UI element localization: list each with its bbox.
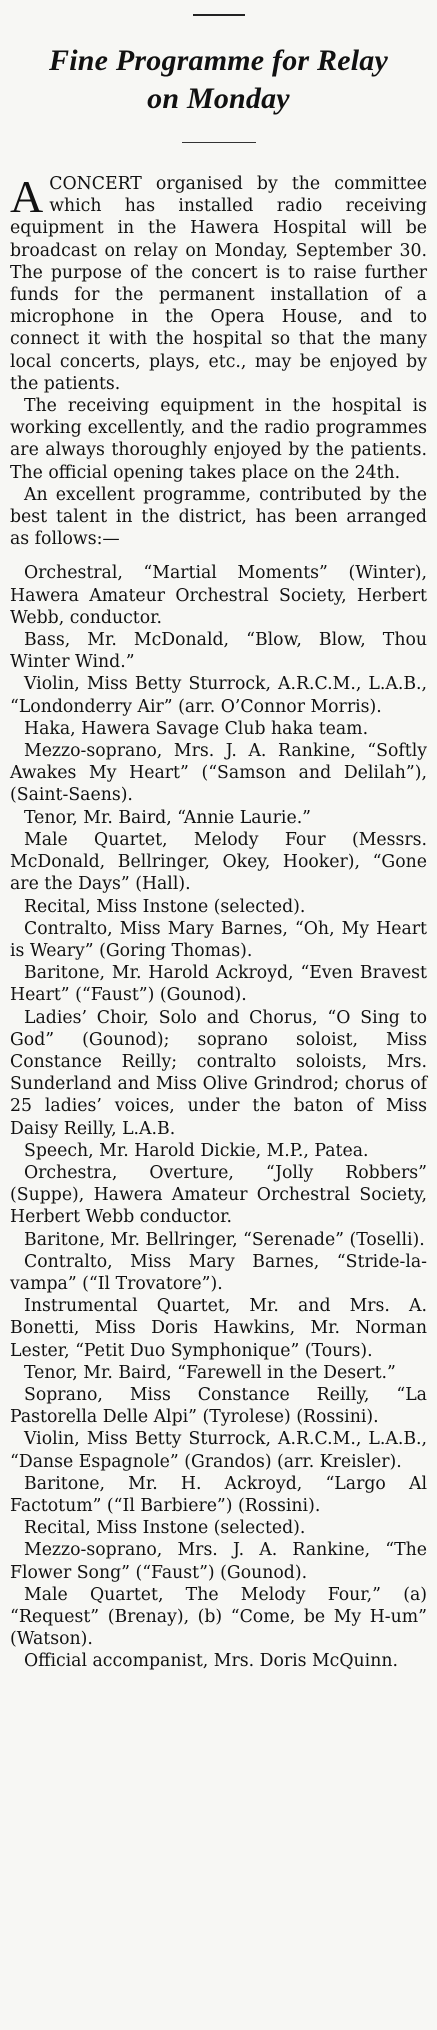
programme-item: Soprano, Miss Constance Reilly, “La Pastorella Delle Alpi” (Tyrolese) (Rossini). (10, 1384, 427, 1428)
programme-item: Ladies’ Choir, Solo and Chorus, “O Sing to God” (Gounod); soprano soloist, Miss Constance Reilly; contralto soloists, Mrs. Sunderland and Miss Olive Grindrod; chorus of 25 ladies’ voices, under the baton of Miss Daisy Reilly, L.A.B. (10, 1007, 427, 1139)
programme-item: Baritone, Mr. H. Ackroyd, “Largo Al Factotum” (“Il Barbiere”) (Rossini). (10, 1473, 427, 1516)
section-gap (10, 550, 427, 562)
programme-item: Recital, Miss Instone (selected). (24, 1518, 306, 1539)
programme-item: Male Quartet, The Melody Four,” (a) “Request” (Brenay), (b) “Come, be My H-um” (Watson). (10, 1584, 427, 1650)
programme-item: Mezzo-soprano, Mrs. J. A. Rankine, “Softly Awakes My Heart” (“Samson and Delilah”), (Saint-Saens). (10, 741, 427, 806)
programme-item: Contralto, Miss Mary Barnes, “Stride-la-vampa” (“Il Trovatore”). (10, 1251, 427, 1294)
programme-item: Baritone, Mr. Bellringer, “Serenade” (Toselli). (24, 1229, 425, 1250)
programme-item: Haka, Hawera Savage Club haka team. (24, 718, 369, 739)
programme-item: Tenor, Mr. Baird, “Farewell in the Desert.” (24, 1362, 396, 1383)
programme-item: Tenor, Mr. Baird, “Annie Laurie.” (24, 807, 312, 828)
programme-item: Violin, Miss Betty Sturrock, A.R.C.M., L.A.B., “Londonderry Air” (arr. O’Connor Morris). (10, 674, 427, 717)
paragraph: The receiving equipment in the hospital is working excellently, and the radio programmes are always thoroughly enjoyed by the patients. The official opening takes place on the 24th. (10, 396, 427, 483)
drop-cap: A (10, 171, 44, 222)
programme-item: Violin, Miss Betty Sturrock, A.R.C.M., L.A.B., “Danse Espagnole” (Grandos) (arr. Kreisler). (10, 1429, 427, 1472)
programme-item: Speech, Mr. Harold Dickie, M.P., Patea. (24, 1140, 369, 1161)
paragraph: An excellent programme, contributed by the best talent in the district, has been arranged as follows:— (10, 484, 427, 550)
accompanist-note: Official accompanist, Mrs. Doris McQuinn. (24, 1651, 398, 1672)
programme-item: Mezzo-soprano, Mrs. J. A. Rankine, “The Flower Song” (“Faust”) (Gounod). (10, 1540, 427, 1583)
programme-item: Baritone, Mr. Harold Ackroyd, “Even Bravest Heart” (“Faust”) (Gounod). (10, 963, 427, 1006)
programme-item: Orchestral, “Martial Moments” (Winter), Hawera Amateur Orchestral Society, Herbert Webb, conductor. (10, 563, 427, 628)
headline (10, 42, 427, 118)
headline-divider (182, 142, 256, 143)
intro-paragraph (10, 173, 427, 395)
intro-text: CONCERT organised by the committee which has installed radio receiving equipment in the Hawera Hospital will be broadcast on relay on Monday, September 30. The purpose of the concert is to raise further funds for the permanent installation of a microphone in the Opera House, and to connect it with the hospital so that the many local concerts, plays, etc., may be enjoyed by the patients. (10, 174, 427, 394)
article-body (10, 173, 427, 1673)
programme-item: Instrumental Quartet, Mr. and Mrs. A. Bonetti, Miss Doris Hawkins, Mr. Norman Lester, “Petit Duo Symphonique” (Tours). (10, 1296, 427, 1361)
programme-item: Male Quartet, Melody Four (Messrs. McDonald, Bellringer, Okey, Hooker), “Gone are the Days” (Hall). (10, 829, 427, 895)
programme-item: Contralto, Miss Mary Barnes, “Oh, My Heart is Weary” (Goring Thomas). (10, 918, 427, 961)
headline-line-2: on Monday (147, 82, 290, 115)
programme-item: Orchestra, Overture, “Jolly Robbers” (Suppe), Hawera Amateur Orchestral Society, Herbert Webb conductor. (10, 1162, 427, 1228)
newspaper-column (0, 14, 437, 2030)
programme-list (10, 562, 427, 1672)
top-divider (193, 14, 245, 16)
headline-line-1: Fine Programme for Relay (49, 44, 388, 77)
programme-item: Recital, Miss Instone (selected). (24, 896, 306, 917)
programme-item: Bass, Mr. McDonald, “Blow, Blow, Thou Winter Wind.” (10, 630, 427, 673)
